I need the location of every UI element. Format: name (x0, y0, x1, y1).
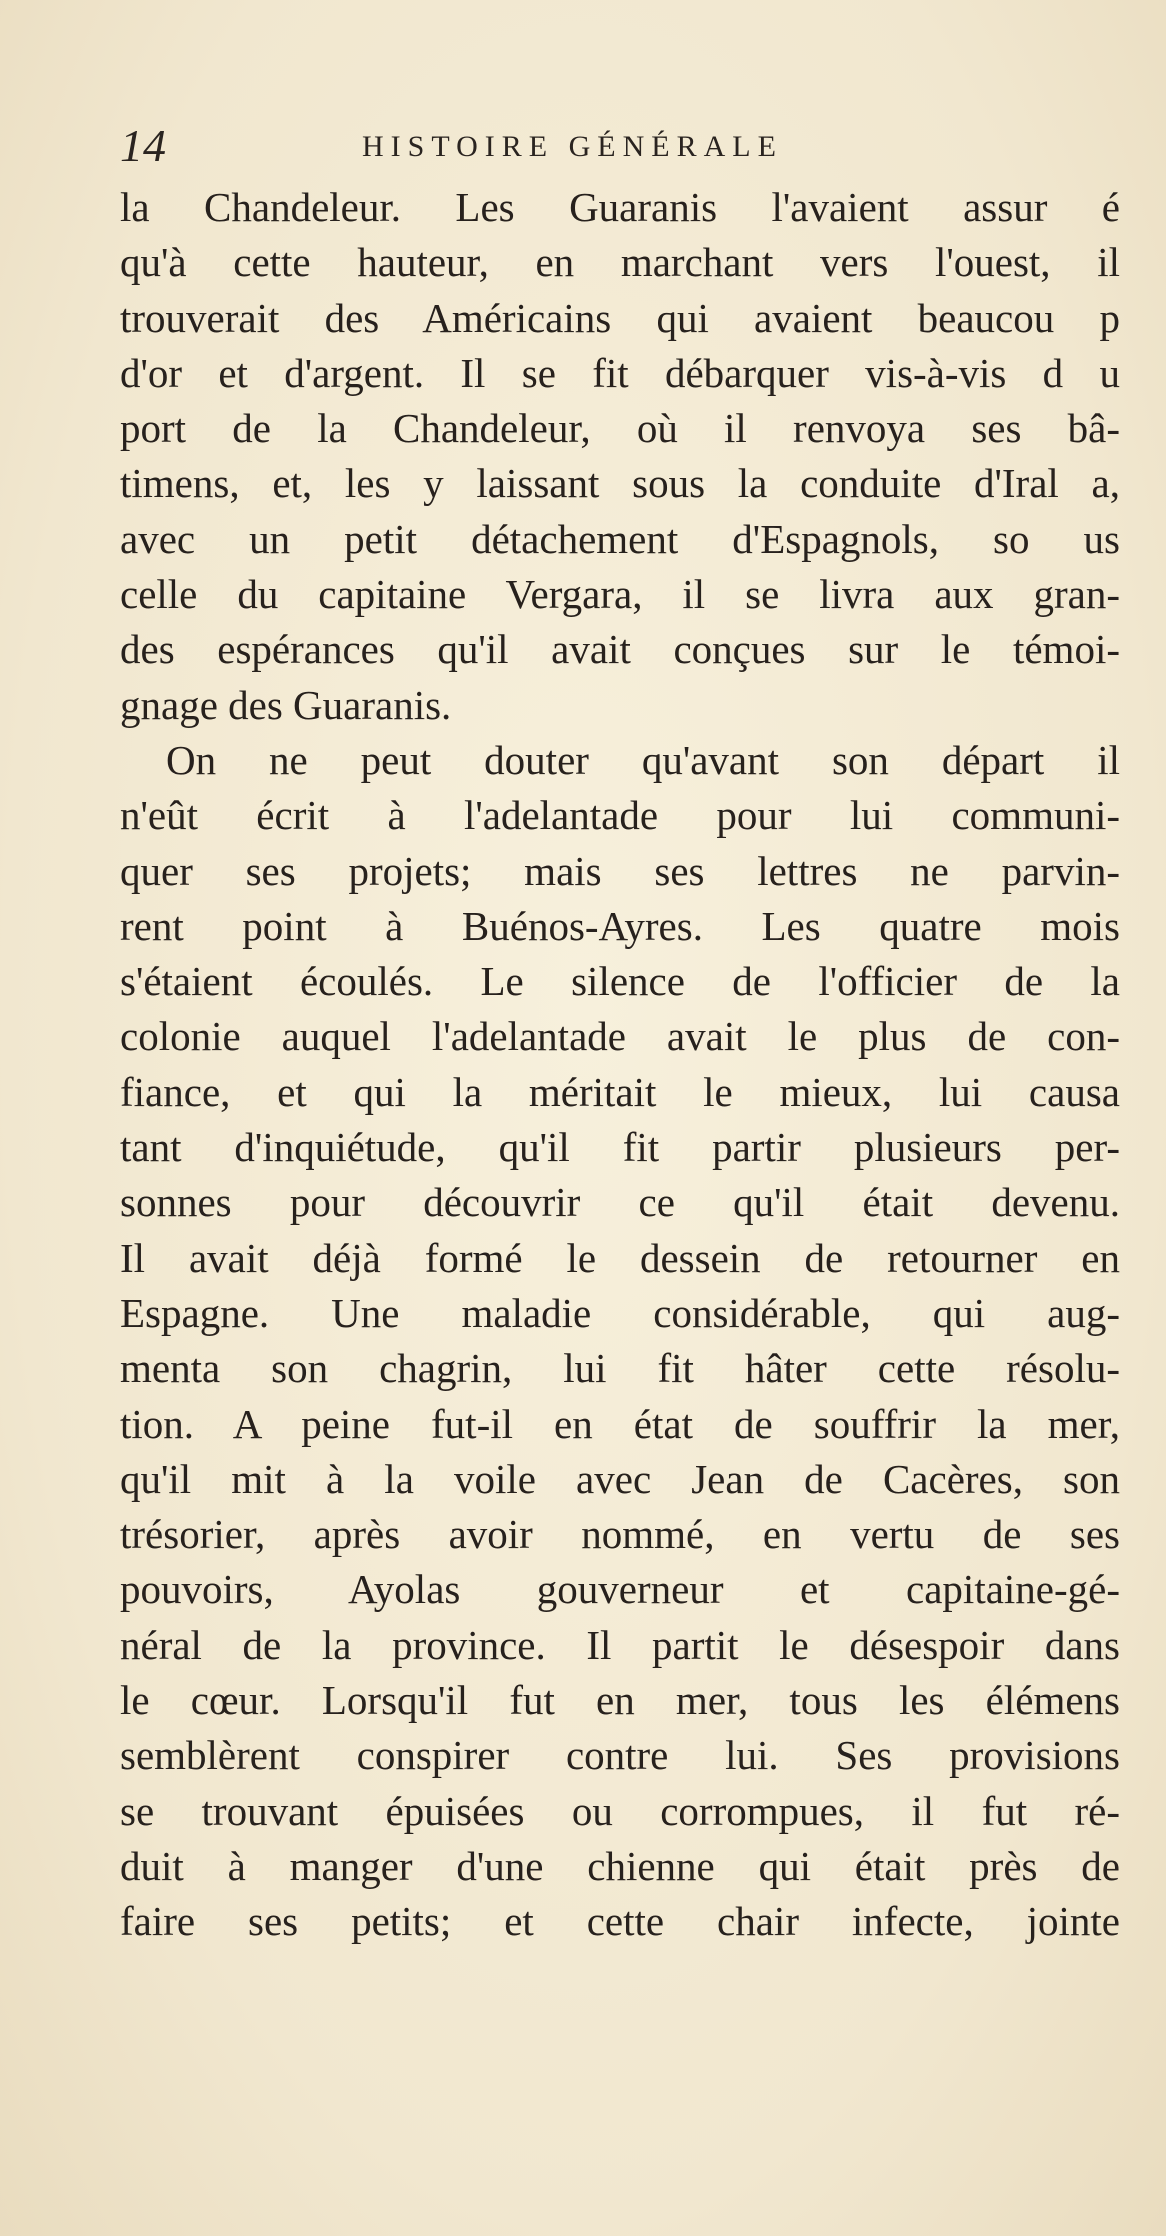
text-line: rent point à Buénos-Ayres. Les quatre mois (120, 902, 1120, 949)
text-line: faire ses petits; et cette chair infecte, jointe (120, 1898, 1120, 1945)
text-line: des espérances qu'il avait conçues sur le témoi- (120, 626, 1120, 673)
text-line: qu'à cette hauteur, en marchant vers l'ouest, il (120, 239, 1120, 286)
paragraph-first-line: On ne peut douter qu'avant son départ il (166, 736, 1120, 783)
text-line: pouvoirs, Ayolas gouverneur et capitaine-gé- (120, 1566, 1120, 1613)
text-line: quer ses projets; mais ses lettres ne parvin- (120, 847, 1120, 894)
text-line: semblèrent conspirer contre lui. Ses provisions (120, 1732, 1120, 1779)
page-number: 14 (120, 120, 166, 171)
text-line: Espagne. Une maladie considérable, qui aug- (120, 1289, 1120, 1336)
text-line: néral de la province. Il partit le désespoir dans (120, 1621, 1120, 1668)
text-line: s'étaient écoulés. Le silence de l'officier de la (120, 958, 1120, 1005)
text-line: timens, et, les y laissant sous la conduite d'Iral a, (120, 460, 1120, 507)
text-line: n'eût écrit à l'adelantade pour lui communi- (120, 792, 1120, 839)
page-header (120, 118, 1120, 174)
text-line: sonnes pour découvrir ce qu'il était devenu. (120, 1179, 1120, 1226)
text-line: colonie auquel l'adelantade avait le plus de con- (120, 1013, 1120, 1060)
text-line: la Chandeleur. Les Guaranis l'avaient assur é (120, 184, 1120, 230)
text-line: se trouvant épuisées ou corrompues, il fut ré- (120, 1787, 1120, 1834)
text-line: trésorier, après avoir nommé, en vertu de ses (120, 1511, 1120, 1558)
body-text (120, 180, 1120, 1950)
text-line: avec un petit détachement d'Espagnols, so us (120, 515, 1120, 562)
text-line: tion. A peine fut-il en état de souffrir la mer, (120, 1400, 1120, 1447)
text-line: tant d'inquiétude, qu'il fit partir plusieurs per- (120, 1124, 1120, 1171)
text-line: duit à manger d'une chienne qui était près de (120, 1842, 1120, 1889)
text-line: gnage des Guaranis. (120, 681, 452, 728)
text-line: menta son chagrin, lui fit hâter cette résolu- (120, 1345, 1120, 1392)
text-line: Il avait déjà formé le dessein de retourner en (120, 1234, 1120, 1281)
text-line: trouverait des Américains qui avaient beaucou p (120, 294, 1120, 341)
text-line: port de la Chandeleur, où il renvoya ses bâ- (120, 405, 1120, 452)
text-line: fiance, et qui la méritait le mieux, lui causa (120, 1068, 1120, 1115)
text-line: le cœur. Lorsqu'il fut en mer, tous les élémens (120, 1677, 1120, 1724)
running-head: HISTOIRE GÉNÉRALE (362, 130, 783, 163)
text-line: celle du capitaine Vergara, il se livra aux gran- (120, 571, 1120, 618)
text-line: d'or et d'argent. Il se fit débarquer vis-à-vis d u (120, 349, 1120, 396)
text-line: qu'il mit à la voile avec Jean de Cacères, son (120, 1455, 1120, 1502)
